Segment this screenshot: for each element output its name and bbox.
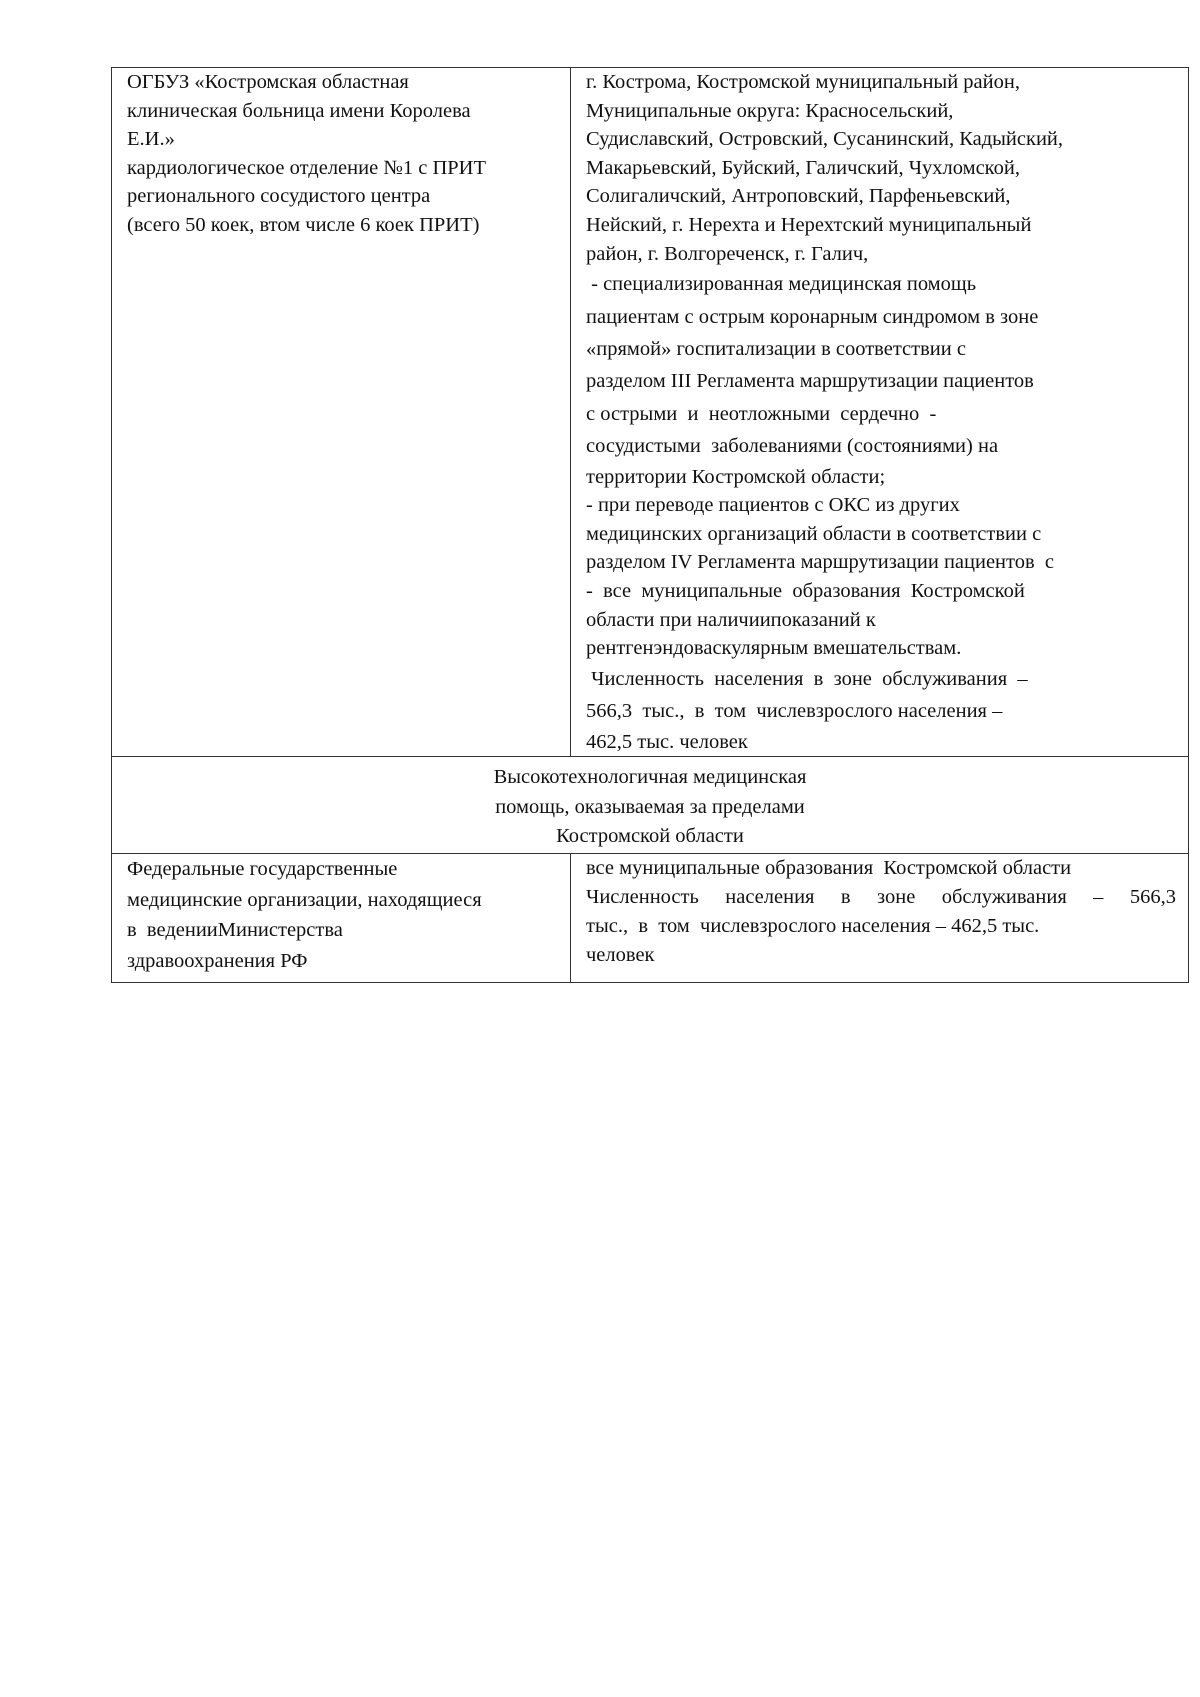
table-row (112, 854, 1189, 983)
service-area-line: - все муниципальные образования Костромской (586, 579, 1025, 602)
federal-orgs-line: в веденииМинистерства (127, 919, 343, 942)
facility-line: кардиологическое отделение №1 с ПРИТ (127, 156, 487, 179)
service-area-line: - при переводе пациентов с ОКС из других (586, 494, 960, 517)
section-heading-line: помощь, оказываемая за пределами (495, 795, 805, 818)
service-area-line: Численность населения в зоне обслуживания – (586, 667, 1028, 690)
service-area-text (571, 68, 1188, 756)
facility-line: Е.И.» (127, 128, 175, 151)
service-area-line: рентгенэндоваскулярным вмешательствам. (586, 637, 962, 660)
service-area-line: области при наличиипоказаний к (586, 608, 876, 631)
facility-line: (всего 50 коек, втом числе 6 коек ПРИТ) (127, 213, 480, 236)
section-heading-line: Костромской области (556, 825, 744, 848)
service-area-line: территории Костромской области; (586, 465, 886, 488)
service-area-line: медицинских организаций области в соответствии с (586, 522, 1042, 545)
federal-area-line: все муниципальные образования Костромской области (586, 857, 1072, 880)
service-area-line: 462,5 тыс. человек (586, 730, 748, 753)
service-area-line: разделом III Регламента маршрутизации пациентов (586, 370, 1034, 393)
service-area-line: Солигаличский, Антроповский, Парфеньевский, (586, 185, 1011, 208)
service-area-line: г. Кострома, Костромской муниципальный район, (586, 71, 1020, 93)
service-area-line: с острыми и неотложными сердечно - (586, 402, 937, 425)
service-area-line: сосудистыми заболеваниями (состояниями) на (586, 435, 999, 458)
service-area-line: - специализированная медицинская помощь (586, 273, 977, 296)
table-row (112, 68, 1189, 757)
service-area-line: пациентам с острым коронарным синдромом в зоне (586, 305, 1039, 328)
routing-table (111, 67, 1189, 983)
federal-area-cell (571, 854, 1189, 983)
facility-line: регионального сосудистого центра (127, 185, 431, 208)
table-row (112, 757, 1189, 854)
federal-orgs-cell (112, 854, 571, 983)
service-area-line: разделом IV Регламента маршрутизации пациентов с (586, 551, 1054, 574)
federal-area-line: тыс., в том числевзрослого населения – 462,5 тыс. (586, 914, 1040, 937)
facility-text (112, 68, 570, 240)
federal-orgs-text (112, 854, 570, 976)
service-area-line: Судиславский, Островский, Сусанинский, Кадыйский, (586, 128, 1064, 151)
service-area-line: Муниципальные округа: Красносельский, (586, 99, 954, 122)
facility-cell (112, 68, 571, 757)
service-area-line: район, г. Волгореченск, г. Галич, (586, 242, 869, 265)
federal-orgs-line: медицинские организации, находящиеся (127, 888, 482, 911)
facility-line: ОГБУЗ «Костромская областная (127, 71, 409, 93)
federal-area-line: Численность населения в зоне обслуживания – 566,3 (586, 885, 1176, 908)
section-heading-cell (112, 757, 1189, 854)
facility-line: клиническая больница имени Королева (127, 99, 471, 122)
service-area-line: Макарьевский, Буйский, Галичский, Чухломской, (586, 156, 1020, 179)
service-area-line: Нейский, г. Нерехта и Нерехтский муниципальный (586, 213, 1032, 236)
service-area-cell (571, 68, 1189, 757)
federal-area-line: человек (586, 943, 655, 966)
federal-orgs-line: здравоохранения РФ (127, 949, 308, 972)
federal-orgs-line: Федеральные государственные (127, 858, 398, 881)
section-heading (112, 757, 1188, 852)
service-area-line: 566,3 тыс., в том числевзрослого населения – (586, 700, 1003, 723)
service-area-line: «прямой» госпитализации в соответствии с (586, 337, 966, 360)
federal-area-text (571, 854, 1188, 969)
section-heading-line: Высокотехнологичная медицинская (493, 766, 807, 789)
